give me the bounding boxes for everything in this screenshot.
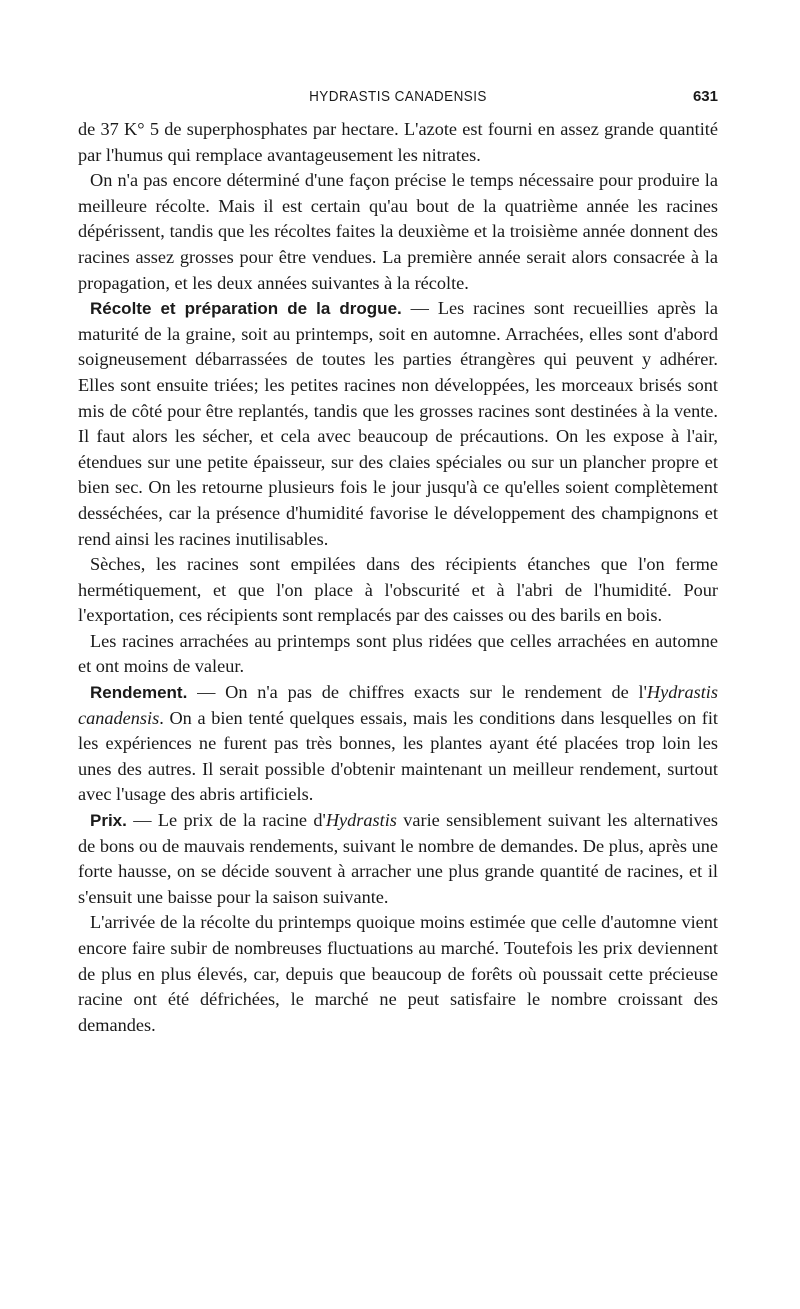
paragraph-5 xyxy=(78,629,718,680)
genus-name-italic: Hydrastis xyxy=(325,810,397,831)
paragraph-text: — Le prix de la racine d' xyxy=(126,810,326,831)
paragraph-rendement xyxy=(78,680,718,808)
section-heading-prix: Prix. xyxy=(90,811,127,831)
paragraph-text: Les racines arrachées au printemps sont plus ridées que celles arrachées en automne et ont moins de valeur. xyxy=(78,630,718,677)
paragraph-text: — On n'a pas de chiffres exacts sur le rendement de l' xyxy=(187,682,647,703)
paragraph-text: — Les racines sont recueillies après la maturité de la graine, soit au printemps, soit en automne. Arrachées, elles sont d'abord soigneusement débarrassées de toutes les parties étrangères qui peuvent y adhérer. Elles sont ensuite triées; les petites racines non développées, les morceaux brisés sont mis de côté pour être replantés, tandis que les grosses racines sont destinées à la vente. Il faut alors les sécher, et cela avec beaucoup de précautions. On les expose à l'air, étendues sur une petite épaisseur, sur des claies spéciales ou sur un plancher propre et bien sec. On les retourne plusieurs fois le jour jusqu'à ce qu'elles soient complètement desséchées, car la présence d'humidité favorise le développement des champignons et rend ainsi les racines inutilisables. xyxy=(78,298,718,549)
paragraph-text: L'arrivée de la récolte du printemps quoique moins estimée que celle d'automne vient encore faire subir de nombreuses fluctuations au marché. Toutefois les prix deviennent de plus en plus élevés, car, depuis que beaucoup de forêts où poussait cette précieuse racine ont été défrichées, le marché ne peut satisfaire le nombre croissant des demandes. xyxy=(78,912,718,1035)
section-heading-recolte: Récolte et préparation de la drogue. xyxy=(90,299,402,319)
paragraph-text: Sèches, les racines sont empilées dans des récipients étanches que l'on ferme hermétiquement, et que l'on place à l'obscurité et à l'abri de l'humidité. Pour l'exportation, ces récipients sont remplacés par des caisses ou des barils en bois. xyxy=(78,554,718,626)
page-number: 631 xyxy=(692,88,718,105)
paragraph-4 xyxy=(78,552,718,629)
section-heading-rendement: Rendement. xyxy=(90,683,188,703)
running-title: HYDRASTIS CANADENSIS xyxy=(309,88,487,105)
body-text xyxy=(78,117,718,1038)
species-name-italic: Hydrastis canadensis xyxy=(78,682,718,728)
paragraph-8 xyxy=(78,910,718,1038)
paragraph-1 xyxy=(78,117,718,168)
paragraph-text: de 37 K° 5 de superphosphates par hectare. L'azote est fourni en assez grande quantité par l'humus qui remplace avantageusement les nitrates. xyxy=(78,119,718,165)
running-header xyxy=(78,88,718,110)
paragraph-text: On n'a pas encore déterminé d'une façon précise le temps nécessaire pour produire la meilleure récolte. Mais il est certain qu'au bout de la quatrième année les racines dépérissent, tandis que les récoltes faites la deuxième et la troisième année donnent des racines assez grosses pour être vendues. La première année serait alors consacrée à la propagation, et les deux années suivantes à la récolte. xyxy=(78,170,718,293)
paragraph-text: . On a bien tenté quelques essais, mais les conditions dans lesquelles on fit les expériences ne furent pas très bonnes, les plantes ayant été placées trop loin les unes des autres. Il serait possible d'obtenir maintenant un meilleur rendement, surtout avec l'usage des abris artificiels. xyxy=(78,707,718,805)
paragraph-text: varie sensiblement suivant les alternatives de bons ou de mauvais rendements, suivant le nombre de demandes. De plus, après une forte hausse, on se décide souvent à arracher une plus grande quantité de racines, et il s'ensuit une baisse pour la saison suivante. xyxy=(78,810,718,907)
paragraph-recolte xyxy=(78,296,718,552)
paragraph-2 xyxy=(78,168,718,296)
paragraph-prix xyxy=(78,808,718,910)
